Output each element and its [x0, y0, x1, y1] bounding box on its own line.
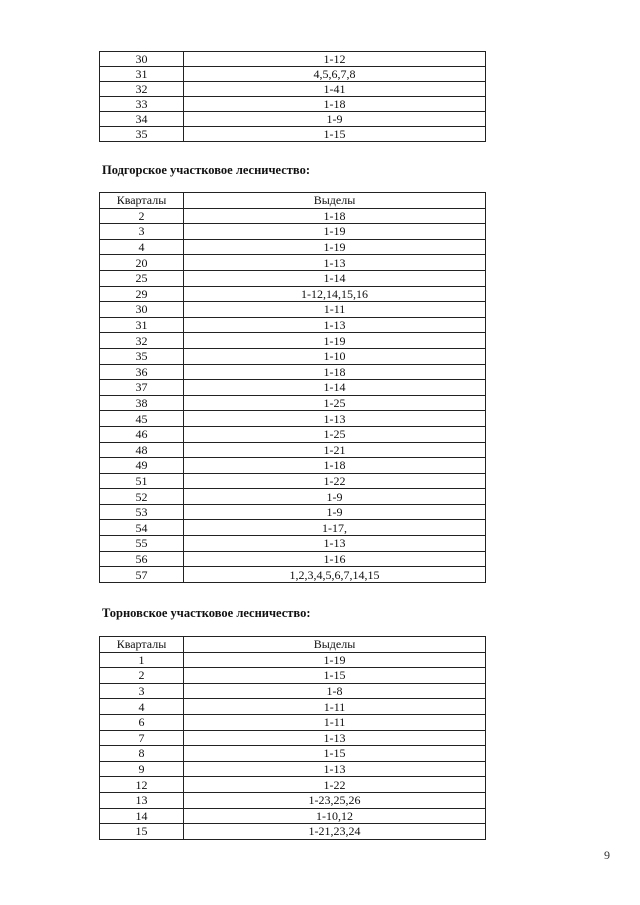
table-row — [100, 458, 486, 474]
table-body — [100, 52, 486, 142]
header-quarters: Кварталы — [100, 193, 184, 209]
table-row — [100, 730, 486, 746]
sections-cell: 1-19 — [184, 652, 486, 668]
sections-cell: 1-9 — [184, 504, 486, 520]
table-row — [100, 395, 486, 411]
quarter-cell: 48 — [100, 442, 184, 458]
sections-cell: 1-21 — [184, 442, 486, 458]
table-row — [100, 714, 486, 730]
sections-cell: 1-41 — [184, 82, 486, 97]
table-row — [100, 67, 486, 82]
quarter-cell: 45 — [100, 411, 184, 427]
quarter-cell: 6 — [100, 714, 184, 730]
quarter-cell: 36 — [100, 364, 184, 380]
table-body — [100, 652, 486, 839]
sections-cell: 1-18 — [184, 364, 486, 380]
sections-cell: 1-12 — [184, 52, 486, 67]
table-row — [100, 442, 486, 458]
header-row — [100, 193, 486, 209]
table-row — [100, 112, 486, 127]
sections-cell: 1-13 — [184, 411, 486, 427]
sections-cell: 1-23,25,26 — [184, 792, 486, 808]
sections-cell: 1-15 — [184, 746, 486, 762]
quarter-cell: 52 — [100, 489, 184, 505]
quarter-cell: 2 — [100, 208, 184, 224]
quarter-cell: 15 — [100, 824, 184, 840]
table-row — [100, 302, 486, 318]
table-row — [100, 536, 486, 552]
quarter-cell: 53 — [100, 504, 184, 520]
sections-cell: 1-13 — [184, 536, 486, 552]
quarter-cell: 4 — [100, 699, 184, 715]
table-row — [100, 255, 486, 271]
table-row — [100, 489, 486, 505]
quarter-cell: 46 — [100, 426, 184, 442]
sections-cell: 1-19 — [184, 224, 486, 240]
table-row — [100, 364, 486, 380]
table-row — [100, 224, 486, 240]
quarter-cell: 3 — [100, 224, 184, 240]
quarter-cell: 20 — [100, 255, 184, 271]
table-row — [100, 52, 486, 67]
table-row — [100, 127, 486, 142]
sections-cell: 1-13 — [184, 317, 486, 333]
table-body — [100, 208, 486, 582]
quarter-cell: 7 — [100, 730, 184, 746]
sections-cell: 1,2,3,4,5,6,7,14,15 — [184, 567, 486, 583]
table-row — [100, 567, 486, 583]
sections-cell: 1-15 — [184, 668, 486, 684]
table-row — [100, 317, 486, 333]
sections-cell: 4,5,6,7,8 — [184, 67, 486, 82]
sections-cell: 1-8 — [184, 683, 486, 699]
header-quarters: Кварталы — [100, 637, 184, 653]
podgorskoe-heading: Подгорское участковое лесничество: — [102, 163, 310, 177]
quarter-cell: 57 — [100, 567, 184, 583]
sections-cell: 1-10,12 — [184, 808, 486, 824]
quarter-cell: 13 — [100, 792, 184, 808]
quarter-cell: 34 — [100, 112, 184, 127]
sections-cell: 1-16 — [184, 551, 486, 567]
quarter-cell: 3 — [100, 683, 184, 699]
quarter-cell: 31 — [100, 317, 184, 333]
quarter-cell: 30 — [100, 52, 184, 67]
quarter-cell: 29 — [100, 286, 184, 302]
sections-cell: 1-19 — [184, 239, 486, 255]
tornovskoe-table — [99, 636, 486, 840]
table-row — [100, 82, 486, 97]
sections-cell: 1-9 — [184, 112, 486, 127]
quarter-cell: 37 — [100, 380, 184, 396]
sections-cell: 1-21,23,24 — [184, 824, 486, 840]
quarter-cell: 25 — [100, 270, 184, 286]
table-row — [100, 473, 486, 489]
quarter-cell: 12 — [100, 777, 184, 793]
quarter-cell: 35 — [100, 348, 184, 364]
quarter-cell: 1 — [100, 652, 184, 668]
sections-cell: 1-25 — [184, 426, 486, 442]
page-number: 9 — [604, 848, 610, 862]
quarter-cell: 56 — [100, 551, 184, 567]
table-row — [100, 668, 486, 684]
quarter-cell: 32 — [100, 333, 184, 349]
header-row — [100, 637, 486, 653]
quarter-cell: 32 — [100, 82, 184, 97]
quarter-cell: 31 — [100, 67, 184, 82]
sections-cell: 1-13 — [184, 255, 486, 271]
table-row — [100, 504, 486, 520]
sections-cell: 1-18 — [184, 458, 486, 474]
sections-cell: 1-19 — [184, 333, 486, 349]
sections-cell: 1-25 — [184, 395, 486, 411]
quarter-cell: 54 — [100, 520, 184, 536]
sections-cell: 1-22 — [184, 777, 486, 793]
quarter-cell: 8 — [100, 746, 184, 762]
quarter-cell: 4 — [100, 239, 184, 255]
sections-cell: 1-18 — [184, 97, 486, 112]
sections-cell: 1-11 — [184, 699, 486, 715]
quarter-cell: 33 — [100, 97, 184, 112]
sections-cell: 1-22 — [184, 473, 486, 489]
podgorskoe-table — [99, 192, 486, 583]
sections-cell: 1-9 — [184, 489, 486, 505]
quarter-cell: 30 — [100, 302, 184, 318]
quarter-cell: 2 — [100, 668, 184, 684]
table-row — [100, 426, 486, 442]
table-row — [100, 808, 486, 824]
table-row — [100, 411, 486, 427]
sections-cell: 1-11 — [184, 302, 486, 318]
header-sections: Выделы — [184, 193, 486, 209]
sections-cell: 1-13 — [184, 761, 486, 777]
sections-cell: 1-14 — [184, 380, 486, 396]
sections-cell: 1-14 — [184, 270, 486, 286]
sections-cell: 1-15 — [184, 127, 486, 142]
sections-cell: 1-18 — [184, 208, 486, 224]
table-row — [100, 333, 486, 349]
table-row — [100, 652, 486, 668]
table-row — [100, 699, 486, 715]
quarter-cell: 14 — [100, 808, 184, 824]
quarter-cell: 49 — [100, 458, 184, 474]
table-row — [100, 824, 486, 840]
table-row — [100, 208, 486, 224]
table-row — [100, 777, 486, 793]
table-row — [100, 683, 486, 699]
sections-cell: 1-11 — [184, 714, 486, 730]
table-row — [100, 270, 486, 286]
table-row — [100, 286, 486, 302]
table-row — [100, 792, 486, 808]
table-row — [100, 520, 486, 536]
table-row — [100, 551, 486, 567]
table-row — [100, 348, 486, 364]
table-row — [100, 239, 486, 255]
table-row — [100, 761, 486, 777]
table-row — [100, 380, 486, 396]
sections-cell: 1-17, — [184, 520, 486, 536]
header-sections: Выделы — [184, 637, 486, 653]
sections-cell: 1-12,14,15,16 — [184, 286, 486, 302]
quarter-cell: 38 — [100, 395, 184, 411]
sections-cell: 1-10 — [184, 348, 486, 364]
table-row — [100, 746, 486, 762]
quarters-table-continued — [99, 51, 486, 142]
quarter-cell: 55 — [100, 536, 184, 552]
quarter-cell: 35 — [100, 127, 184, 142]
tornovskoe-heading: Торновское участковое лесничество: — [102, 606, 311, 620]
quarter-cell: 51 — [100, 473, 184, 489]
quarter-cell: 9 — [100, 761, 184, 777]
sections-cell: 1-13 — [184, 730, 486, 746]
table-row — [100, 97, 486, 112]
